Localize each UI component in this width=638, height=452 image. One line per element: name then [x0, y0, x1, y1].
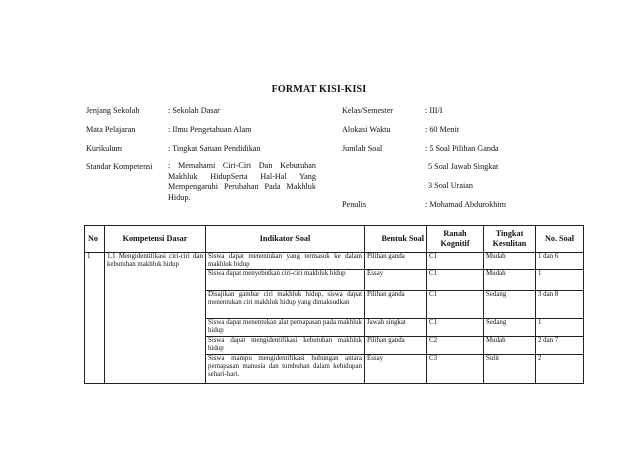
cell-ranah: C1	[427, 319, 484, 337]
table-header-row	[85, 226, 584, 253]
meta-value-penulis: : Mohamad Abdurokhim	[425, 200, 506, 209]
cell-ranah: C2	[427, 337, 484, 355]
meta-label-penulis: Penulis	[342, 200, 367, 209]
cell-no: 1	[85, 253, 105, 384]
cell-bentuk: Jawab singkat	[365, 319, 427, 337]
cell-tingkat: Sedang	[484, 291, 536, 319]
meta-value-jumlah-3: 3 Soal Uraian	[428, 181, 474, 190]
meta-label-jumlah: Jumlah Soal	[342, 144, 383, 153]
meta-label-alokasi: Alokasi Waktu	[342, 125, 391, 134]
cell-no-soal: 1	[536, 270, 584, 291]
header-bentuk-soal: Bentuk Soal	[365, 226, 427, 253]
cell-ranah: C3	[427, 355, 484, 384]
meta-value-mapel: : Ilmu Pengetahuan Alam	[168, 125, 252, 134]
meta-value-sk: : Memahami Ciri-Ciri Dan Kebutuhan Makhluk HidupSerta Hal-Hal Yang Mempengaruhi Perubahan Pada Makhluk Hidup.	[168, 161, 316, 202]
cell-ranah: C1	[427, 291, 484, 319]
cell-no-soal: 2	[536, 355, 584, 384]
meta-label-jenjang: Jenjang Sekolah	[86, 106, 140, 115]
header-tingkat-kesulitan: Tingkat Kesulitan	[484, 226, 536, 253]
cell-bentuk: Pilihan ganda	[365, 291, 427, 319]
meta-value-jenjang: : Sekolah Dasar	[168, 106, 220, 115]
cell-indikator: Siswa mampu mengidentifikasi hubungan antara pernapasan manusia dan tumbuhan dalam kehidupan sehari-hari.	[206, 355, 365, 384]
header-no-soal: No. Soal	[536, 226, 584, 253]
meta-value-jumlah: : 5 Soal Pilihan Ganda	[425, 144, 499, 153]
cell-no-soal: 1 dan 6	[536, 253, 584, 270]
cell-tingkat: Sedang	[484, 319, 536, 337]
cell-indikator: Disajikan gambar ciri makhluk hidup, siswa dapat menentukan ciri makhluk hidup yang dimaksudkan	[206, 291, 365, 319]
document-title: FORMAT KISI-KISI	[271, 84, 367, 95]
cell-bentuk: Essay	[365, 355, 427, 384]
cell-no-soal: 1	[536, 319, 584, 337]
cell-tingkat: Sulit	[484, 355, 536, 384]
cell-bentuk: Essay	[365, 270, 427, 291]
header-kompetensi-dasar: Kompetensi Dasar	[105, 226, 206, 253]
cell-no-soal: 3 dan 8	[536, 291, 584, 319]
table-row	[85, 253, 584, 270]
cell-kompetensi-dasar: 1.1 Mengidentifikasi ciri-ciri dan kebutuhan makhluk hidup	[105, 253, 206, 384]
meta-label-kelas: Kelas/Semester	[342, 106, 393, 115]
meta-value-kelas: : III/I	[425, 106, 443, 115]
cell-bentuk: Pilihan ganda	[365, 337, 427, 355]
cell-indikator: Siswa dapat mengidentifikasi kebutuhan makhluk hidup	[206, 337, 365, 355]
meta-label-kurikulum: Kurikulum	[86, 144, 122, 153]
cell-indikator: Siswa dapat menyebutkan ciri-ciri makhluk hidup	[206, 270, 365, 291]
cell-tingkat: Mudah	[484, 270, 536, 291]
header-ranah-kognitif: Ranah Kognitif	[427, 226, 484, 253]
cell-no-soal: 2 dan 7	[536, 337, 584, 355]
cell-tingkat: Mudah	[484, 253, 536, 270]
meta-value-kurikulum: : Tingkat Satuan Pendidikan	[168, 144, 261, 153]
cell-ranah: C1	[427, 253, 484, 270]
meta-value-alokasi: : 60 Menit	[425, 125, 460, 134]
header-indikator-soal: Indikator Soal	[206, 226, 365, 253]
kisi-kisi-table	[84, 225, 584, 384]
meta-label-mapel: Mata Pelajaran	[86, 125, 136, 134]
cell-ranah: C1	[427, 270, 484, 291]
cell-bentuk: Pilihan ganda	[365, 253, 427, 270]
header-no: No	[85, 226, 105, 253]
cell-indikator: Siswa dapat menentukan alat pernapasan pada makhluk hidup	[206, 319, 365, 337]
meta-label-sk: Standar Kompetensi	[86, 162, 153, 171]
cell-indikator: Siswa dapat menentukan yang termasuk ke dalam makhluk hidup	[206, 253, 365, 270]
meta-value-jumlah-2: 5 Soal Jawab Singkat	[428, 162, 499, 171]
cell-tingkat: Mudah	[484, 337, 536, 355]
